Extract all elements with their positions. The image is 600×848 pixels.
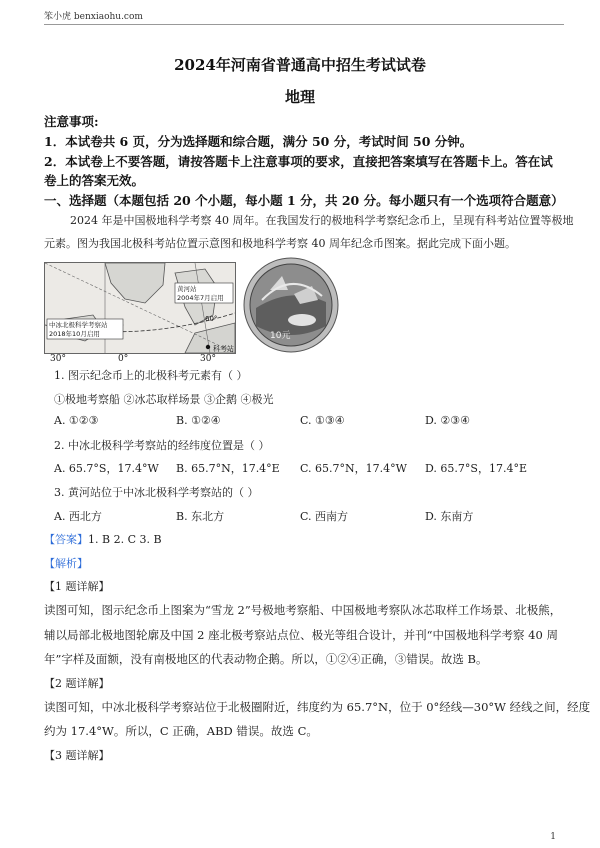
notes-line-2a: 2．本试卷上不要答题，请按答题卡上注意事项的要求，直接把答案填写在答题卡上。答在试 xyxy=(44,154,553,169)
q3-option-c: C. 西南方 xyxy=(300,510,349,523)
q2-option-c: C. 65.7°N，17.4°W xyxy=(300,462,407,475)
lat-60-label: 60° xyxy=(205,315,218,323)
intro-line-2: 元素。图为我国北极科考站位置示意图和极地科学考察 40 周年纪念币图案。据此完成下面小题。 xyxy=(44,237,516,250)
exam-subject: 地理 xyxy=(284,88,315,106)
q2-stem: 2. 中冰北极科学考察站的经纬度位置是（ ） xyxy=(54,439,270,452)
q1-stem: 1. 图示纪念币上的北极科考元素有（ ） xyxy=(54,369,248,382)
analysis-label: 【解析】 xyxy=(44,557,88,570)
q2-option-b: B. 65.7°N，17.4°E xyxy=(176,462,280,475)
page-number: 1 xyxy=(550,832,556,842)
detail1-line-1: 读图可知，图示纪念币上图案为“雪龙 2”号极地考察船、中国极地考察队冰芯取样工作场景、北极熊， xyxy=(44,603,562,617)
detail2-line-1: 读图可知，中冰北极科学考察站位于北极圈附近，纬度约为 65.7°N，位于 0°经线—30°W 经线之间，经度 xyxy=(44,700,591,714)
detail2-heading: 【2 题详解】 xyxy=(44,677,110,690)
arctic-station-map xyxy=(44,262,236,354)
coin-denomination: 10元 xyxy=(270,331,291,341)
q3-stem: 3. 黄河站位于中冰北极科学考察站的（ ） xyxy=(54,486,259,499)
q3-option-b: B. 东北方 xyxy=(176,510,225,523)
site-header: 笨小虎 benxiaohu.com xyxy=(44,12,143,22)
q3-option-a: A. 西北方 xyxy=(54,510,102,523)
q1-option-a: A. ①②③ xyxy=(54,414,99,427)
q1-option-b: B. ①②④ xyxy=(176,414,221,427)
answer-row xyxy=(44,531,162,547)
zhongbing-label-1: 中冰北极科学考察站 xyxy=(49,321,108,329)
detail2-line-2: 约为 17.4°W。所以，C 正确，ABD 错误。故选 C。 xyxy=(44,724,318,738)
legend-station-label: 科考站 xyxy=(213,345,234,353)
exam-title: 2024年河南省普通高中招生考试试卷 xyxy=(174,56,426,74)
notes-line-2b: 卷上的答案无效。 xyxy=(44,173,145,188)
answer-text: 1. B 2. C 3. B xyxy=(88,533,162,546)
commemorative-coin xyxy=(242,256,340,354)
q1-option-d: D. ②③④ xyxy=(425,414,471,427)
detail1-line-3: 年”字样及面额，没有南极地区的代表动物企鹅。所以，①②④正确，③错误。故选 B。 xyxy=(44,652,488,666)
coin-graphic xyxy=(242,256,340,354)
detail1-heading: 【1 题详解】 xyxy=(44,580,110,593)
notes-line-1: 1．本试卷共 6 页，分为选择题和综合题，满分 50 分，考试时间 50 分钟。 xyxy=(44,134,473,149)
q1-option-c: C. ①③④ xyxy=(300,414,345,427)
huanghe-label-2: 2004年7月启用 xyxy=(177,294,224,302)
q2-option-d: D. 65.7°S，17.4°E xyxy=(425,462,527,475)
intro-line-1: 2024 年是中国极地科学考察 40 周年。在我国发行的极地科学考察纪念币上，呈现有科考站位置等极地 xyxy=(70,214,574,227)
map-lon-30w: 30° xyxy=(50,354,66,364)
section-heading: 一、选择题（本题包括 20 个小题，每小题 1 分，共 20 分。每小题只有一个选项符合题意） xyxy=(44,193,564,208)
zhongbing-label-2: 2018年10月启用 xyxy=(49,330,100,338)
map-graphic xyxy=(45,263,235,353)
detail1-line-2: 辅以局部北极地图轮廓及中国 2 座北极考察站点位、极光等组合设计，并刊“中国极地科学考察 40 周 xyxy=(44,628,558,642)
notes-heading: 注意事项: xyxy=(44,114,99,129)
q2-option-a: A. 65.7°S，17.4°W xyxy=(54,462,159,475)
q3-option-d: D. 东南方 xyxy=(425,510,474,523)
detail3-heading: 【3 题详解】 xyxy=(44,749,110,762)
answer-label: 【答案】 xyxy=(44,533,88,546)
map-lon-0: 0° xyxy=(118,354,129,364)
header-rule xyxy=(44,24,564,25)
q1-items: ①极地考察船 ②冰芯取样场景 ③企鹅 ④极光 xyxy=(54,393,274,406)
huanghe-label-1: 黄河站 xyxy=(177,285,197,293)
map-lon-30e: 30° xyxy=(200,354,216,364)
